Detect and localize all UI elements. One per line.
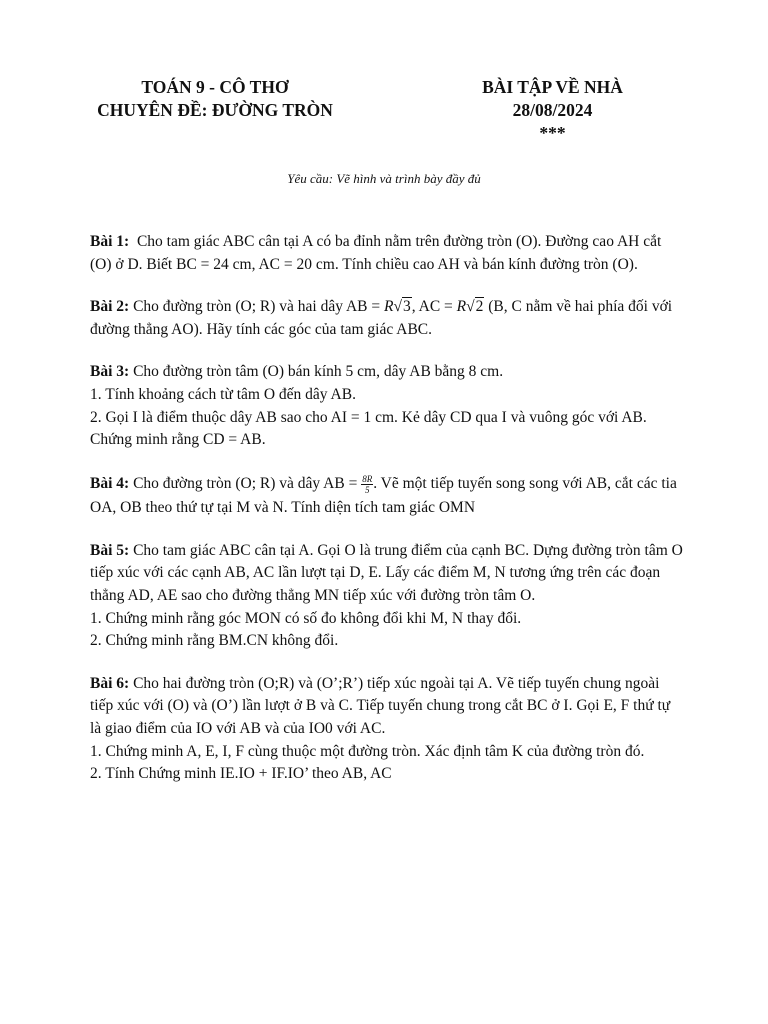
problem-text-post: . Vẽ một tiếp tuyến song song với AB, cắt các tia OA, OB theo thứ tự tại M và N. Tính diện tích tam giác OMN [90,474,677,516]
problem-label: Bài 2: [90,298,130,316]
date: 28/08/2024 [512,100,593,120]
problem-list [90,231,684,806]
problem-label: Bài 4: [90,474,130,492]
problem-text: Cho hai đường tròn (O;R) và (O’;R’) tiếp xúc ngoài tại A. Vẽ tiếp tuyến chung ngoài tiếp xúc với (O) và (O’) lần lượt ở B và C. Tiếp tuyến chung trong cắt BC ở I. Gọi E, F thứ tự là giao điểm của IO với AB và của IO0 với AC. [90,674,671,737]
homework-title: BÀI TẬP VỀ NHÀ [482,77,623,97]
problem-5 [90,540,684,653]
problem-label: Bài 1: [90,233,130,250]
problem-label: Bài 5: [90,541,130,559]
problem-item-1: 1. Tính khoảng cách từ tâm O đến dây AB. [90,385,356,403]
math-fraction: $\frac{8R}{5}$ [362,473,373,495]
problem-item-1: 1. Chứng minh A, E, I, F cùng thuộc một đường tròn. Xác định tâm K của đường tròn đó. [90,742,645,760]
problem-6 [90,673,684,786]
problem-text-mid: , AC = [411,298,457,316]
problem-2 [90,296,684,341]
problem-text: Cho tam giác ABC cân tại A có ba đỉnh nằm trên đường tròn (O). Đường cao AH cắt (O) ở D. Biết BC = 24 cm, AC = 20 cm. Tính chiều cao AH và bán kính đường tròn (O). [90,233,662,273]
problem-4 [90,472,684,520]
problem-label: Bài 6: [90,674,130,692]
problem-3 [90,361,684,451]
header-right [430,76,675,145]
problem-item-2: 2. Tính Chứng minh IE.IO + IF.IO’ theo AB, AC [90,765,392,783]
problem-text-pre: Cho đường tròn (O; R) và hai dây AB = [133,298,384,316]
problem-item-1: 1. Chứng minh rằng góc MON có số đo không đổi khi M, N thay đổi. [90,609,522,627]
problem-text: Cho đường tròn tâm (O) bán kính 5 cm, dây AB bằng 8 cm. [133,363,504,381]
requirement-note: Yêu cầu: Vẽ hình và trình bày đầy đủ [287,171,481,186]
problem-text: Cho tam giác ABC cân tại A. Gọi O là trung điểm của cạnh BC. Dựng đường tròn tâm O tiếp xúc với các cạnh AB, AC lần lượt tại D, E. Lấy các điểm M, N tương ứng trên các đoạn thẳng AD, AE sao cho đường thẳng MN tiếp xúc với đường tròn tâm O. [90,541,683,604]
problem-text-pre: Cho đường tròn (O; R) và dây AB = [133,474,362,492]
separator-stars: *** [539,123,566,143]
problem-item-2: 2. Gọi I là điểm thuộc dây AB sao cho AI = 1 cm. Kẻ dây CD qua I và vuông góc với AB. Chứng minh rằng CD = AB. [90,408,647,449]
course-title: TOÁN 9 - CÔ THƠ [141,77,289,97]
topic-title: CHUYÊN ĐỀ: ĐƯỜNG TRÒN [97,100,333,120]
problem-text-post: (B, C nằm về hai phía đối với đường thẳng AO). Hãy tính các góc của tam giác ABC. [90,298,673,338]
header-left [60,76,370,122]
problem-1 [90,231,684,276]
math-r-sqrt2: R√2 [456,298,484,316]
problem-item-2: 2. Chứng minh rằng BM.CN không đổi. [90,632,339,650]
problem-label: Bài 3: [90,363,130,381]
math-r-sqrt3: R√3 [384,298,411,316]
